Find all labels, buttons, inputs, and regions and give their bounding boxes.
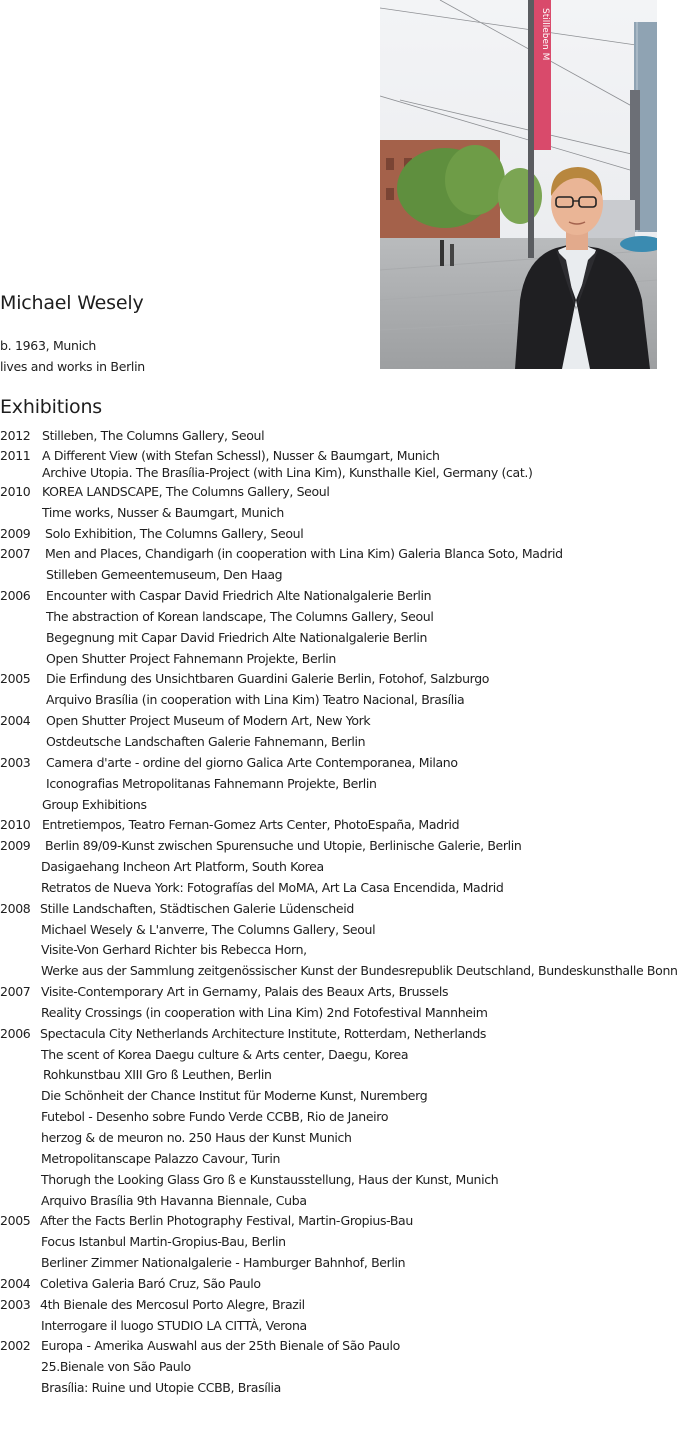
- exhibition-year: 2010: [0, 817, 31, 833]
- exhibition-row: [0, 690, 700, 711]
- exhibition-row: [0, 482, 700, 503]
- exhibition-year: 2003: [0, 1296, 31, 1312]
- exhibition-row: [0, 899, 700, 920]
- exhibition-entry: Arquivo Brasília 9th Havanna Biennale, Cuba: [41, 1192, 307, 1208]
- exhibition-entry: Reality Crossings (in cooperation with Lina Kim) 2nd Fotofestival Mannheim: [41, 1004, 488, 1020]
- exhibition-entry: Encounter with Caspar David Friedrich Alte Nationalgalerie Berlin: [46, 588, 432, 604]
- exhibition-row: [0, 1274, 700, 1295]
- exhibition-row: [0, 1316, 700, 1337]
- portrait-illustration: [380, 0, 657, 369]
- exhibition-row: [0, 607, 700, 628]
- exhibition-row: [0, 1065, 700, 1086]
- exhibition-row: [0, 1357, 700, 1378]
- exhibition-entry: Solo Exhibition, The Columns Gallery, Seoul: [45, 525, 304, 541]
- exhibition-entry: Men and Places, Chandigarh (in cooperation with Lina Kim) Galeria Blanca Soto, Madrid: [45, 546, 563, 562]
- exhibition-entry: Rohkunstbau XIII Gro ß Leuthen, Berlin: [43, 1067, 272, 1083]
- exhibition-row: [0, 795, 700, 816]
- exhibition-list: [0, 426, 700, 1399]
- exhibition-row: [0, 669, 700, 690]
- exhibition-entry: Open Shutter Project Museum of Modern Art, New York: [46, 713, 371, 729]
- exhibition-row: [0, 878, 700, 899]
- artist-bio: [0, 335, 145, 377]
- exhibition-entry: Visite-Contemporary Art in Gernamy, Palais des Beaux Arts, Brussels: [41, 984, 449, 1000]
- exhibition-entry: Thorugh the Looking Glass Gro ß e Kunstausstellung, Haus der Kunst, Munich: [41, 1171, 499, 1187]
- exhibition-year: 2007: [0, 546, 31, 562]
- exhibition-row: [0, 711, 700, 732]
- exhibition-year: 2006: [0, 588, 31, 604]
- exhibition-entry: Spectacula City Netherlands Architecture Institute, Rotterdam, Netherlands: [40, 1025, 487, 1041]
- exhibition-row: [0, 1107, 700, 1128]
- exhibition-row: [0, 1149, 700, 1170]
- exhibition-entry: Brasília: Ruine und Utopie CCBB, Brasília: [41, 1380, 281, 1396]
- exhibition-entry: Werke aus der Sammlung zeitgenössischer Kunst der Bundesrepublik Deutschland, Bundeskunsthalle Bonn: [41, 963, 678, 979]
- exhibition-entry: 4th Bienale des Mercosul Porto Alegre, Brazil: [40, 1296, 305, 1312]
- exhibition-entry: Metropolitanscape Palazzo Cavour, Turin: [41, 1150, 281, 1166]
- exhibition-row: [0, 586, 700, 607]
- exhibition-year: 2010: [0, 483, 31, 499]
- exhibition-entry: Iconografias Metropolitanas Fahnemann Projekte, Berlin: [46, 775, 377, 791]
- exhibition-entry: Archive Utopia. The Brasília-Project (with Lina Kim), Kunsthalle Kiel, Germany (cat.): [42, 465, 533, 481]
- exhibition-row: [0, 1024, 700, 1045]
- exhibition-row: [0, 1128, 700, 1149]
- exhibition-year: 2009: [0, 838, 31, 854]
- exhibition-row: [0, 1170, 700, 1191]
- exhibition-row: [0, 1003, 700, 1024]
- exhibition-entry: Time works, Nusser & Baumgart, Munich: [42, 504, 284, 520]
- exhibition-year: 2008: [0, 900, 31, 916]
- artist-portrait-photo: [380, 0, 657, 369]
- exhibition-entry: Group Exhibitions: [42, 796, 147, 812]
- exhibition-row: [0, 565, 700, 586]
- exhibition-entry: The scent of Korea Daegu culture & Arts center, Daegu, Korea: [41, 1046, 409, 1062]
- exhibition-entry: Berliner Zimmer Nationalgalerie - Hamburger Bahnhof, Berlin: [41, 1255, 406, 1271]
- exhibition-row: [0, 1232, 700, 1253]
- exhibition-row: [0, 1045, 700, 1066]
- exhibition-entry: Futebol - Desenho sobre Fundo Verde CCBB, Rio de Janeiro: [41, 1109, 389, 1125]
- exhibition-year: 2004: [0, 713, 31, 729]
- exhibition-year: 2007: [0, 984, 31, 1000]
- exhibition-row: [0, 857, 700, 878]
- exhibition-entry: herzog & de meuron no. 250 Haus der Kunst Munich: [41, 1130, 352, 1145]
- exhibition-year: 2011: [0, 447, 31, 463]
- exhibition-year: 2002: [0, 1338, 31, 1354]
- exhibition-row: [0, 1086, 700, 1107]
- exhibition-row: [0, 524, 700, 545]
- exhibition-row: [0, 426, 700, 447]
- exhibition-entry: Arquivo Brasília (in cooperation with Lina Kim) Teatro Nacional, Brasília: [46, 692, 465, 708]
- exhibition-row: [0, 628, 700, 649]
- exhibition-row: [0, 732, 700, 753]
- exhibition-entry: Michael Wesely & L'anverre, The Columns Gallery, Seoul: [41, 921, 376, 937]
- exhibition-entry: Focus Istanbul Martin-Gropius-Bau, Berlin: [41, 1234, 286, 1250]
- exhibition-entry: Open Shutter Project Fahnemann Projekte, Berlin: [46, 650, 336, 666]
- exhibition-year: 2009: [0, 525, 31, 541]
- exhibition-entry: Berlin 89/09-Kunst zwischen Spurensuche und Utopie, Berlinische Galerie, Berlin: [45, 838, 522, 854]
- exhibition-entry: KOREA LANDSCAPE, The Columns Gallery, Seoul: [42, 483, 330, 499]
- exhibition-entry: Coletiva Galeria Baró Cruz, São Paulo: [40, 1275, 261, 1291]
- exhibition-entry: Ostdeutsche Landschaften Galerie Fahnemann, Berlin: [46, 733, 366, 749]
- exhibition-entry: A Different View (with Stefan Schessl), Nusser & Baumgart, Munich: [42, 447, 440, 463]
- exhibition-entry: Die Schönheit der Chance Institut für Moderne Kunst, Nuremberg: [41, 1088, 428, 1104]
- exhibition-entry: Dasigaehang Incheon Art Platform, South Korea: [41, 859, 324, 875]
- artist-residence: lives and works in Berlin: [0, 359, 145, 374]
- exhibition-row: [0, 815, 700, 836]
- artist-birth: b. 1963, Munich: [0, 338, 97, 353]
- exhibition-row: [0, 753, 700, 774]
- exhibition-year: 2012: [0, 428, 31, 443]
- exhibition-year: 2005: [0, 671, 31, 687]
- exhibition-entry: Begegnung mit Capar David Friedrich Alte Nationalgalerie Berlin: [46, 629, 428, 645]
- exhibition-entry: Interrogare il luogo STUDIO LA CITTÀ, Verona: [41, 1317, 307, 1333]
- exhibition-entry: Entretiempos, Teatro Fernan-Gomez Arts Center, PhotoEspaña, Madrid: [42, 817, 460, 833]
- exhibition-row: [0, 920, 700, 941]
- exhibition-row: [0, 503, 700, 524]
- exhibition-year: 2003: [0, 754, 31, 770]
- exhibition-row: [0, 649, 700, 670]
- exhibition-row: [0, 836, 700, 857]
- exhibition-row: [0, 961, 700, 982]
- exhibition-row: [0, 1253, 700, 1274]
- exhibition-entry: 25.Bienale von São Paulo: [41, 1359, 191, 1375]
- exhibition-entry: Retratos de Nueva York: Fotografías del MoMA, Art La Casa Encendida, Madrid: [41, 879, 504, 895]
- exhibition-entry: Visite-Von Gerhard Richter bis Rebecca Horn,: [41, 942, 307, 958]
- exhibition-row: [0, 982, 700, 1003]
- exhibition-entry: Stilleben, The Columns Gallery, Seoul: [42, 428, 265, 443]
- exhibition-row: [0, 1211, 700, 1232]
- exhibition-row: [0, 1295, 700, 1316]
- exhibition-year: 2004: [0, 1275, 31, 1291]
- exhibition-row: [0, 940, 700, 961]
- exhibition-row: [0, 544, 700, 565]
- exhibition-year: 2005: [0, 1213, 31, 1229]
- exhibition-year: 2006: [0, 1025, 31, 1041]
- exhibition-entry: Die Erfindung des Unsichtbaren Guardini Galerie Berlin, Fotohof, Salzburgo: [46, 671, 490, 687]
- exhibition-row: [0, 1336, 700, 1357]
- exhibition-row: [0, 1191, 700, 1212]
- exhibition-row: [0, 447, 700, 465]
- artist-name: Michael Wesely: [0, 292, 144, 314]
- exhibition-entry: After the Facts Berlin Photography Festival, Martin-Gropius-Bau: [40, 1213, 413, 1229]
- exhibition-entry: Camera d'arte - ordine del giorno Galica Arte Contemporanea, Milano: [46, 754, 458, 770]
- banner-text: Stillleben M: [540, 8, 550, 61]
- exhibition-entry: The abstraction of Korean landscape, The Columns Gallery, Seoul: [46, 608, 434, 624]
- exhibition-entry: Stilleben Gemeentemuseum, Den Haag: [46, 567, 283, 583]
- exhibition-row: [0, 774, 700, 795]
- exhibition-row: [0, 1378, 700, 1399]
- exhibition-entry: Europa - Amerika Auswahl aus der 25th Bienale of São Paulo: [41, 1338, 400, 1354]
- exhibition-row: [0, 464, 700, 482]
- exhibitions-heading: Exhibitions: [0, 396, 103, 418]
- exhibition-entry: Stille Landschaften, Städtischen Galerie Lüdenscheid: [40, 900, 354, 916]
